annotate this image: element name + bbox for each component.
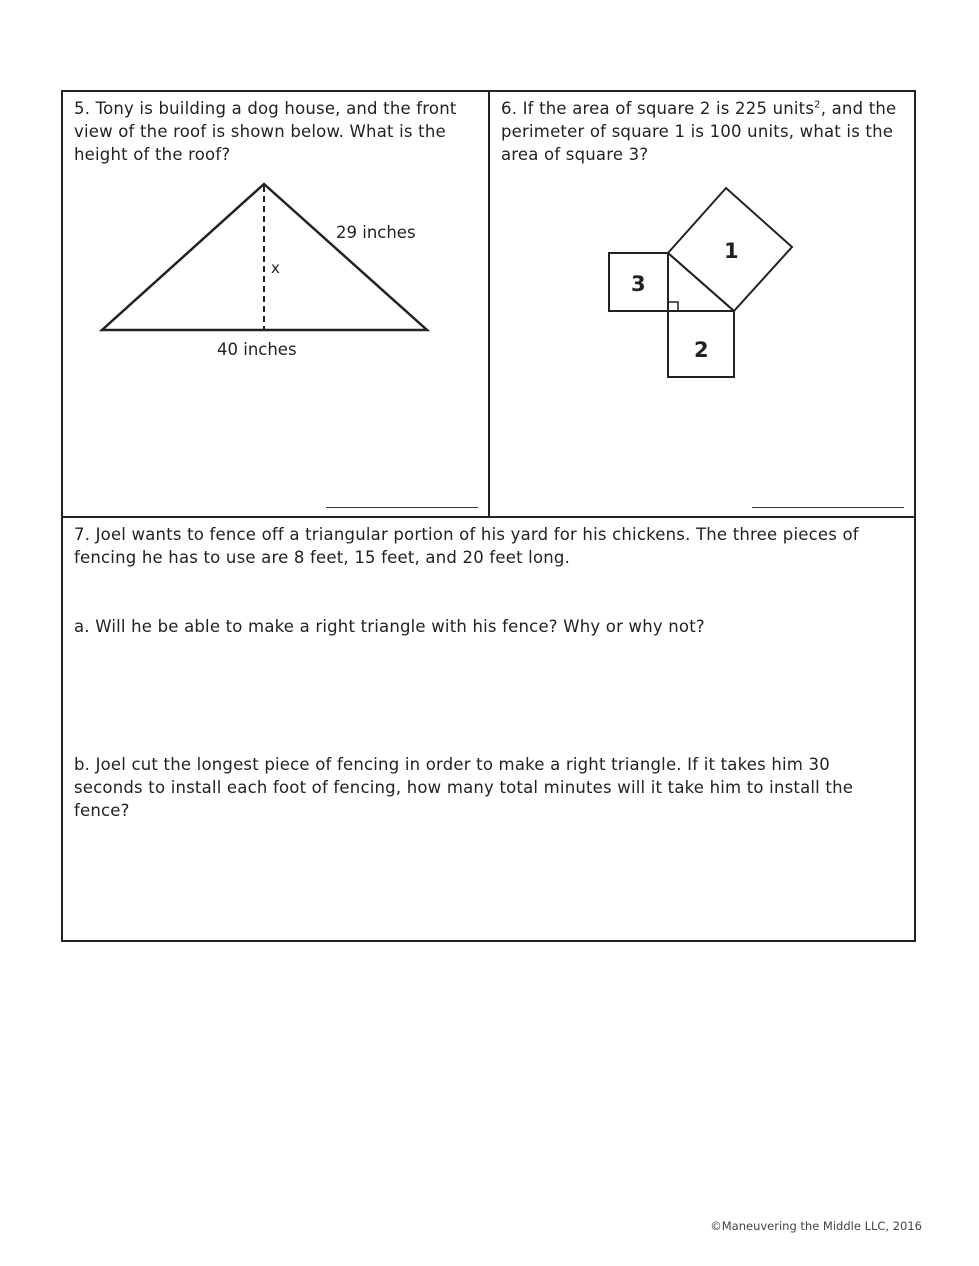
problem-6-text-rest: , and the perimeter of square 1 is 100 units, what is the area of square 3? [501,99,897,164]
roof-triangle-diagram [63,92,490,518]
square-2-label: 2 [694,338,709,362]
problem-7-cell [63,518,914,940]
square-3-label: 3 [631,272,646,296]
problem-7-part-b: b. Joel cut the longest piece of fencing in order to make a right triangle. If it takes him 30 seconds to install each foot of fencing, how many total minutes will it take him to install the fence? [74,755,854,820]
right-angle-mark [668,302,678,311]
pythagorean-squares-diagram [490,92,914,518]
square-1-label: 1 [724,239,739,263]
problem-6-exponent: 2 [814,99,821,111]
problem-6-cell [490,92,914,518]
problem-5-cell [63,92,490,518]
problem-7-part-a: a. Will he be able to make a right triangle with his fence? Why or why not? [74,617,705,636]
problem-5-answer-line[interactable] [326,507,478,508]
problem-6-answer-line[interactable] [752,507,904,508]
roof-height-label: x [271,259,280,277]
copyright-footer: ©Maneuvering the Middle LLC, 2016 [710,1219,922,1233]
roof-side-label: 29 inches [336,223,416,242]
roof-base-label: 40 inches [217,340,297,359]
problem-5-text: 5. Tony is building a dog house, and the front view of the roof is shown below. What is the height of the roof? [74,99,457,164]
problem-7-text: 7. Joel wants to fence off a triangular portion of his yard for his chickens. The three pieces of fencing he has to use are 8 feet, 15 feet, and 20 feet long. [74,525,859,567]
worksheet-grid [61,90,916,942]
problem-6-text-main: 6. If the area of square 2 is 225 units [501,99,815,118]
